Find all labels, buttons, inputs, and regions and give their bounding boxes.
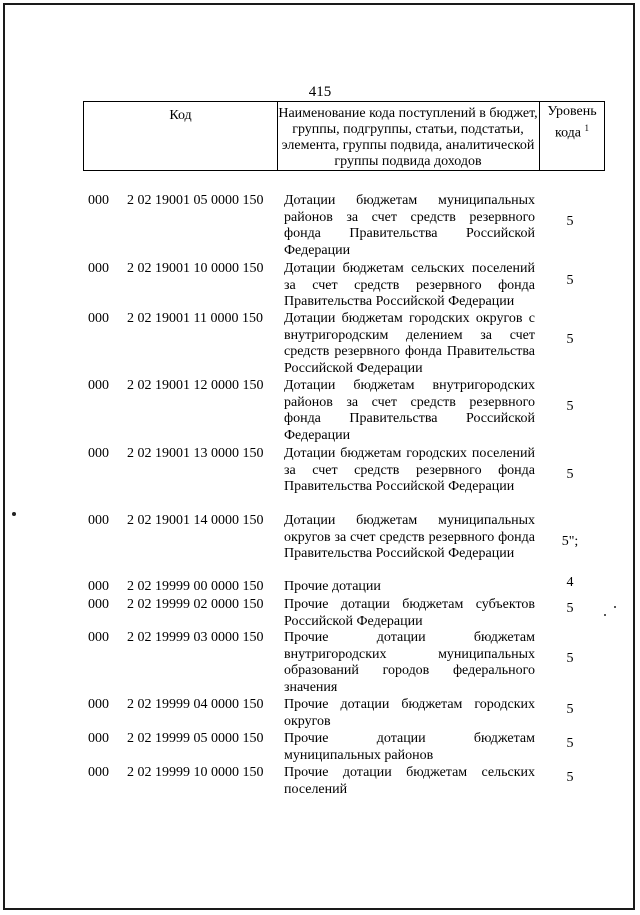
table-header bbox=[83, 101, 605, 171]
row-level: 5 bbox=[566, 399, 574, 414]
row-budget-code: 2 02 19999 04 0000 150 bbox=[127, 697, 264, 712]
row-admin-code: 000 bbox=[88, 731, 109, 746]
row-name: Прочие дотации бюджетам муниципальных районов bbox=[284, 731, 535, 763]
row-budget-code: 2 02 19001 05 0000 150 bbox=[127, 193, 264, 208]
row-name: Прочие дотации бюджетам сельских поселений bbox=[284, 765, 535, 797]
row-budget-code: 2 02 19001 13 0000 150 bbox=[127, 446, 264, 461]
row-level: 5"; bbox=[561, 534, 579, 549]
row-budget-code: 2 02 19999 05 0000 150 bbox=[127, 731, 264, 746]
header-code-label: Код bbox=[169, 108, 192, 123]
header-level-footnote: 1 bbox=[584, 123, 590, 133]
page-number: 415 bbox=[308, 84, 332, 100]
row-level: 5 bbox=[566, 601, 574, 616]
row-level: 5 bbox=[566, 332, 574, 347]
header-name-label: Наименование кода поступлений в бюджет, группы, подгруппы, статьи, подстатьи, элемента, группы подвида, аналитической группы подвида доходов bbox=[278, 106, 538, 169]
row-admin-code: 000 bbox=[88, 311, 109, 326]
row-admin-code: 000 bbox=[88, 261, 109, 276]
scan-speck bbox=[614, 606, 616, 608]
row-admin-code: 000 bbox=[88, 630, 109, 645]
header-level-cell bbox=[539, 102, 605, 170]
row-budget-code: 2 02 19999 10 0000 150 bbox=[127, 765, 264, 780]
row-name: Прочие дотации бюджетам городских округов bbox=[284, 697, 535, 729]
header-code-cell bbox=[84, 102, 278, 170]
row-budget-code: 2 02 19999 03 0000 150 bbox=[127, 630, 264, 645]
row-level: 5 bbox=[566, 736, 574, 751]
row-budget-code: 2 02 19001 11 0000 150 bbox=[127, 311, 263, 326]
row-budget-code: 2 02 19999 00 0000 150 bbox=[127, 579, 264, 594]
header-level-label bbox=[539, 102, 605, 142]
row-name: Дотации бюджетам сельских поселений за счет средств резервного фонда Правительства Российской Федерации bbox=[284, 261, 535, 309]
row-budget-code: 2 02 19001 10 0000 150 bbox=[127, 261, 264, 276]
row-level: 4 bbox=[566, 575, 574, 590]
row-admin-code: 000 bbox=[88, 765, 109, 780]
scan-speck bbox=[604, 614, 606, 616]
header-level-text: Уровень кода bbox=[547, 104, 597, 141]
row-budget-code: 2 02 19999 02 0000 150 bbox=[127, 597, 264, 612]
row-name: Дотации бюджетам городских поселений за счет средств резервного фонда Правительства Российской Федерации bbox=[284, 446, 535, 494]
row-name: Дотации бюджетам внутригородских районов за счет средств резервного фонда Правительства Российской Федерации bbox=[284, 378, 535, 443]
row-admin-code: 000 bbox=[88, 378, 109, 393]
row-level: 5 bbox=[566, 273, 574, 288]
row-admin-code: 000 bbox=[88, 446, 109, 461]
row-level: 5 bbox=[566, 651, 574, 666]
row-admin-code: 000 bbox=[88, 193, 109, 208]
row-name: Прочие дотации бюджетам внутригородских муниципальных образований городов федерального значения bbox=[284, 630, 535, 695]
row-name: Прочие дотации bbox=[284, 579, 381, 594]
row-name: Прочие дотации бюджетам субъектов Российской Федерации bbox=[284, 597, 535, 629]
row-budget-code: 2 02 19001 12 0000 150 bbox=[127, 378, 264, 393]
row-admin-code: 000 bbox=[88, 597, 109, 612]
row-level: 5 bbox=[566, 467, 574, 482]
row-budget-code: 2 02 19001 14 0000 150 bbox=[127, 513, 264, 528]
row-level: 5 bbox=[566, 702, 574, 717]
row-name: Дотации бюджетам муниципальных районов за счет средств резервного фонда Правительства Российской Федерации bbox=[284, 193, 535, 258]
row-level: 5 bbox=[566, 214, 574, 229]
header-name-cell bbox=[277, 102, 540, 170]
row-name: Дотации бюджетам городских округов с внутригородским делением за счет средств резервного фонда Правительства Российской Федерации bbox=[284, 311, 535, 376]
row-name: Дотации бюджетам муниципальных округов за счет средств резервного фонда Правительства Российской Федерации bbox=[284, 513, 535, 561]
row-level: 5 bbox=[566, 770, 574, 785]
row-admin-code: 000 bbox=[88, 513, 109, 528]
row-admin-code: 000 bbox=[88, 697, 109, 712]
row-admin-code: 000 bbox=[88, 579, 109, 594]
scan-speck bbox=[12, 512, 16, 516]
